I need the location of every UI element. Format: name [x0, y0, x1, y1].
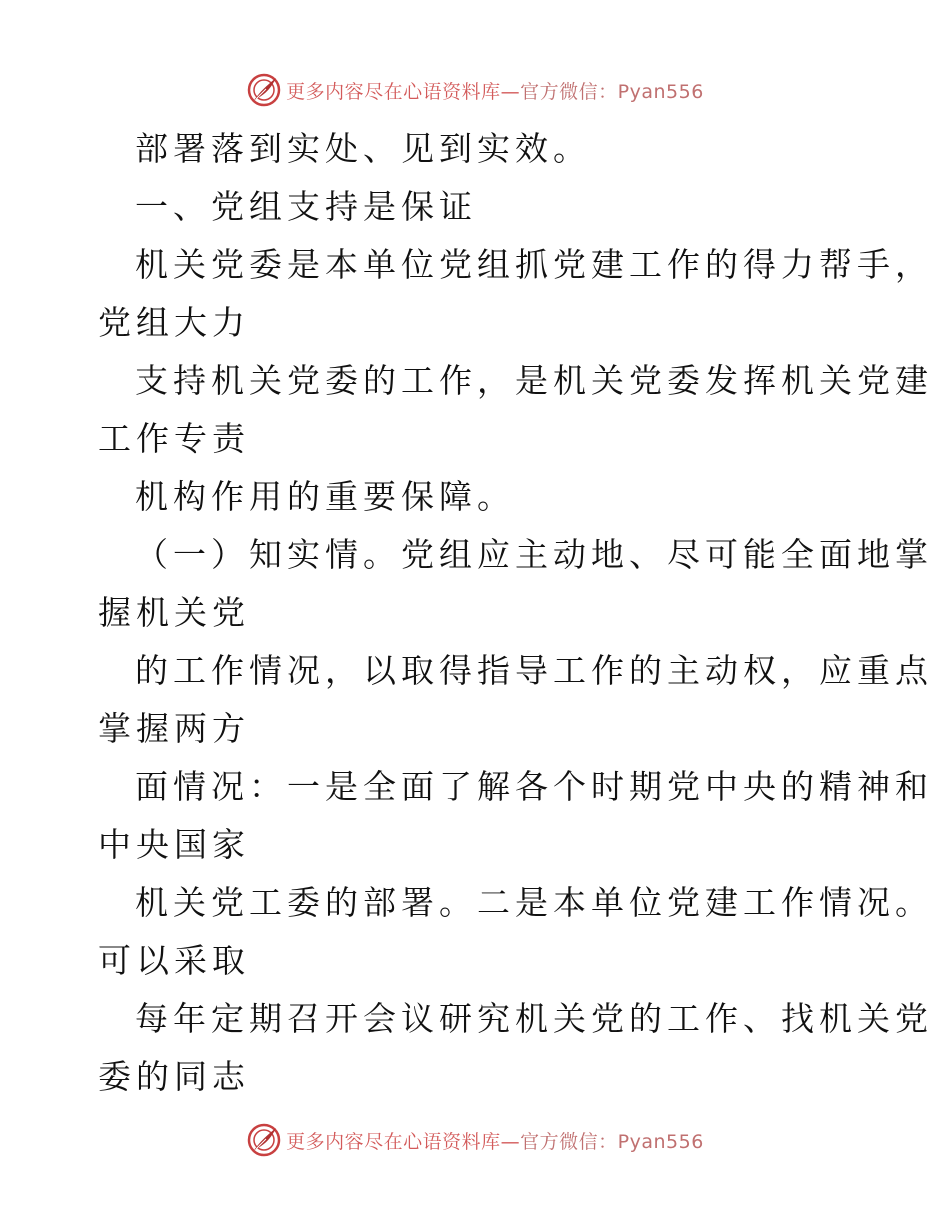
body-text — [98, 120, 933, 1106]
text-line: 机关党工委的部署。二是本单位党建工作情况。 — [135, 883, 933, 922]
text-line: 每年定期召开会议研究机关党的工作、找机关党 — [135, 999, 933, 1038]
footer-watermark — [0, 1120, 950, 1160]
text-line: （一）知实情。党组应主动地、尽可能全面地掌 — [135, 535, 933, 574]
feather-pen-icon — [246, 72, 282, 108]
text-line: 面情况：一是全面了解各个时期党中央的精神和 — [135, 767, 933, 806]
feather-pen-icon — [246, 1122, 282, 1158]
footer-text: 更多内容尽在心语资料库— — [286, 1130, 521, 1153]
text-line: 机构作用的重要保障。 — [135, 477, 515, 516]
text-line: 可以采取 — [98, 941, 250, 980]
header-watermark — [0, 70, 950, 110]
text-line: 工作专责 — [98, 419, 250, 458]
text-line: 党组大力 — [98, 303, 250, 342]
text-line: 握机关党 — [98, 593, 250, 632]
text-line: 委的同志 — [98, 1057, 250, 1096]
text-line: 部署落到实处、见到实效。 — [135, 129, 591, 168]
footer-contact: 官方微信：Pyan556 — [520, 1130, 704, 1153]
header-contact: 官方微信：Pyan556 — [520, 80, 704, 103]
text-line: 支持机关党委的工作，是机关党委发挥机关党建 — [135, 361, 933, 400]
text-line: 机关党委是本单位党组抓党建工作的得力帮手， — [135, 245, 933, 284]
header-text: 更多内容尽在心语资料库— — [286, 80, 521, 103]
text-line: 中央国家 — [98, 825, 250, 864]
section-heading: 一、党组支持是保证 — [135, 187, 477, 226]
text-line: 的工作情况，以取得指导工作的主动权，应重点 — [135, 651, 933, 690]
text-line: 掌握两方 — [98, 709, 250, 748]
